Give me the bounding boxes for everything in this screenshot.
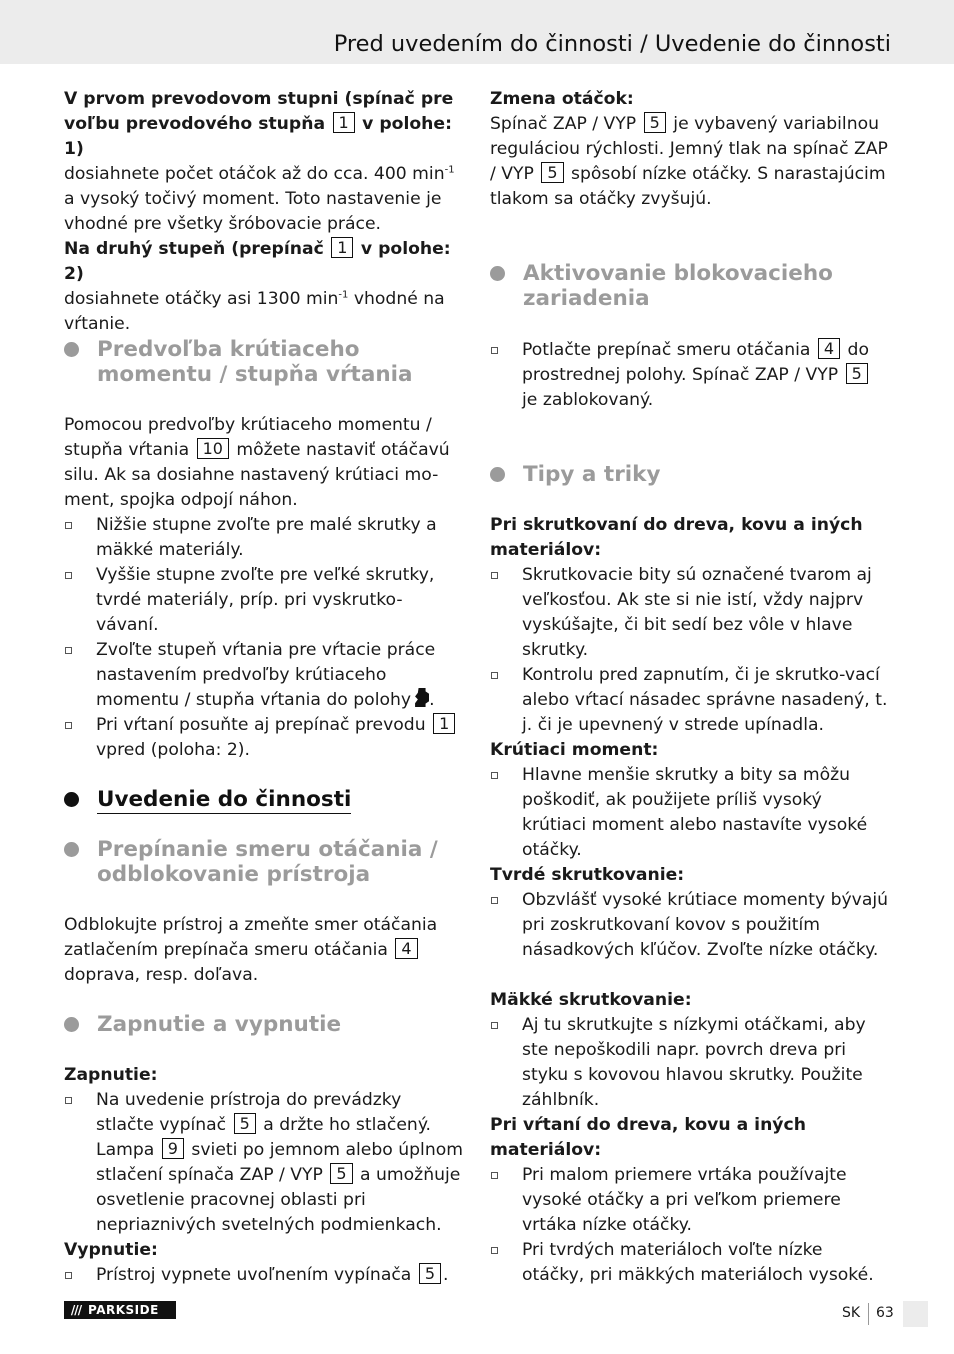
parkside-logo: [64, 1301, 176, 1319]
gear-switch-ref: 1: [433, 713, 455, 734]
first-gear-position: v polohe: 1): [64, 114, 452, 159]
direction-paragraph: Odblokujte prístroj a zmeňte smer otáčania zatlačením prepínača smeru otáčania 4 doprava, resp. doľava.: [64, 915, 438, 985]
list-item: Na uvedenie prístroja do prevádzky stlačte vypínač 5 a držte ho stlačený. Lampa 9 svieti po jemnom alebo úplnom stlačení spínača ZAP / VYP 5 a umožňuje osvetlenie pracovnej oblasti pri nepriaznivých svetelných podmienkach.: [64, 1088, 464, 1238]
footer-divider: [868, 1303, 869, 1325]
lock-list: [490, 338, 890, 413]
list-item: Skrutkovacie bity sú označené tvarom aj veľkosťou. Ak ste si nie istí, vždy najprv vyskúšajte, či bit sedí bez vôle v hlave skrutky.: [490, 563, 890, 663]
list-item: Zvoľte stupeň vŕtania pre vŕtacie práce nastavením predvoľby krútiaceho momentu / stupňa vŕtania do polohy .: [64, 638, 464, 713]
soft-screwing-list: [490, 1013, 890, 1113]
list-item: Pri tvrdých materiáloch voľte nízke otáčky, pri mäkkých materiáloch vysoké.: [490, 1238, 890, 1288]
square-bullet-icon: [65, 1097, 72, 1104]
second-gear-text: dosiahnete otáčky asi 1300 min: [64, 289, 339, 309]
page-number: 63: [876, 1305, 894, 1321]
bullet-dot-icon: [64, 342, 79, 357]
logo-brand-text: PARKSIDE: [88, 1303, 159, 1317]
on-off-switch-ref: 5: [234, 1113, 256, 1134]
first-gear-text: dosiahnete počet otáčok až do cca. 400 min: [64, 164, 445, 184]
heading-lock-activation: Aktivovanie blokovacieho zariadenia: [490, 261, 890, 311]
bullet-dot-icon: [64, 842, 79, 857]
first-gear-paragraph: [64, 87, 464, 237]
heading-tips: Tipy a triky: [490, 462, 890, 487]
tips-wood-metal-list: [490, 563, 890, 738]
direction-switch-ref: 4: [395, 938, 417, 959]
list-item: Pri vŕtaní posuňte aj prepínač prevodu 1 vpred (poloha: 2).: [64, 713, 464, 763]
tips-wood-metal-label: Pri skrutkovaní do dreva, kovu a iných materiálov:: [490, 515, 863, 560]
torque-paragraph: Pomocou predvoľby krútiaceho momentu / stupňa vŕtania 10 môžete nastaviť otáčavú silu. Ak sa dosiahne nastavený krútiaci mo-ment, spojka odpojí náhon.: [64, 415, 450, 510]
square-bullet-icon: [491, 772, 498, 779]
square-bullet-icon: [491, 897, 498, 904]
square-bullet-icon: [65, 522, 72, 529]
on-off-switch-ref: 5: [541, 162, 563, 183]
list-item: Hlavne menšie skrutky a bity sa môžu poškodiť, ak použijete príliš vysoký krútiaci moment alebo nastavíte vysoké otáčky.: [490, 763, 890, 863]
first-gear-text-2: a vysoký točivý moment. Toto nastavenie je vhodné pre všetky šróbovacie práce.: [64, 189, 442, 234]
drilling-tips-list: [490, 1163, 890, 1288]
torque-tips-label: Krútiaci moment:: [490, 740, 659, 760]
square-bullet-icon: [491, 1247, 498, 1254]
speed-change-paragraph: Spínač ZAP / VYP 5 je vybavený variabilnou reguláciou rýchlosti. Jemný tlak na spínač ZAP / VYP 5 spôsobí nízke otáčky. S narastajúcim tlakom sa otáčky zvyšujú.: [490, 113, 888, 209]
list-item: Potlačte prepínač smeru otáčania 4 do prostrednej polohy. Spínač ZAP / VYP 5 je zablokovaný.: [490, 338, 890, 413]
switch-off-label: Vypnutie:: [64, 1240, 158, 1260]
lamp-ref: 9: [162, 1138, 184, 1159]
list-item: Kontrolu pred zapnutím, či je skrutko-vací alebo vŕtací násadec správne nasadený, t. j. či je upevnený v strede upínadla.: [490, 663, 890, 738]
square-bullet-icon: [65, 722, 72, 729]
hard-screwing-list: [490, 888, 890, 963]
on-off-switch-ref: 5: [419, 1263, 441, 1284]
switch-on-list: [64, 1088, 464, 1238]
heading-start-operation: Uvedenie do činnosti: [64, 787, 464, 812]
list-item: Vyššie stupne zvoľte pre veľké skrutky, tvrdé materiály, príp. pri vyskrutko-vávaní.: [64, 563, 464, 638]
torque-ring-ref: 10: [197, 438, 229, 459]
hard-screwing-label: Tvrdé skrutkovanie:: [490, 865, 685, 885]
second-gear-text-2: vhodné na vŕtanie.: [64, 289, 445, 334]
heading-direction-switch: Prepínanie smeru otáčania / odblokovanie prístroja: [64, 837, 464, 887]
list-item: Pri malom priemere vrtáka používajte vysoké otáčky a pri veľkom priemere vrtáka nízke otáčky.: [490, 1163, 890, 1238]
unit-superscript: -1: [444, 164, 455, 176]
square-bullet-icon: [491, 1172, 498, 1179]
switch-off-list: [64, 1263, 464, 1288]
speed-change-label: Zmena otáčok:: [490, 89, 634, 109]
gear-switch-ref: 1: [333, 112, 355, 133]
list-item: Aj tu skrutkujte s nízkymi otáčkami, aby ste nepoškodili napr. povrch dreva pri styku s kovovou hlavou skrutky. Použite záhlbník.: [490, 1013, 890, 1113]
on-off-switch-ref: 5: [330, 1163, 352, 1184]
second-gear-position: v polohe: 2): [64, 239, 451, 284]
torque-list: [64, 513, 464, 763]
square-bullet-icon: [491, 347, 498, 354]
soft-screwing-label: Mäkké skrutkovanie:: [490, 990, 692, 1010]
switch-on-label: Zapnutie:: [64, 1065, 158, 1085]
square-bullet-icon: [65, 647, 72, 654]
list-item: Obzvlášť vysoké krútiace momenty bývajú pri zoskrutkovaní kovov s použitím násadkových kľúčov. Zvoľte nízke otáčky.: [490, 888, 890, 963]
language-code: SK: [842, 1305, 861, 1321]
bullet-dot-icon: [64, 792, 79, 807]
on-off-switch-ref: 5: [846, 363, 868, 384]
square-bullet-icon: [491, 572, 498, 579]
square-bullet-icon: [491, 672, 498, 679]
first-gear-lead: V prvom prevodovom stupni (spínač pre voľbu prevodového stupňa: [64, 89, 454, 134]
square-bullet-icon: [491, 1022, 498, 1029]
second-gear-lead: Na druhý stupeň (prepínač: [64, 239, 324, 259]
square-bullet-icon: [65, 1272, 72, 1279]
bullet-dot-icon: [490, 266, 505, 281]
bullet-dot-icon: [64, 1017, 79, 1032]
second-gear-paragraph: [64, 237, 464, 337]
torque-tips-list: [490, 763, 890, 863]
page-header: [0, 0, 954, 64]
direction-switch-ref: 4: [818, 338, 840, 359]
footer-page-tab: [903, 1301, 928, 1327]
unit-superscript: -1: [338, 289, 349, 301]
gear-switch-ref: 1: [331, 237, 353, 258]
page-title: Pred uvedením do činnosti / Uvedenie do činnosti: [333, 31, 891, 57]
on-off-switch-ref: 5: [644, 112, 666, 133]
list-item: Prístroj vypnete uvoľnením vypínača 5 .: [64, 1263, 464, 1288]
bullet-dot-icon: [490, 467, 505, 482]
drill-position-icon: [415, 688, 429, 707]
square-bullet-icon: [65, 572, 72, 579]
logo-stripes: ///: [70, 1303, 82, 1317]
heading-on-off: Zapnutie a vypnutie: [64, 1012, 464, 1037]
drilling-tips-label: Pri vŕtaní do dreva, kovu a iných materiálov:: [490, 1115, 806, 1160]
heading-torque-preselection: Predvoľba krútiaceho momentu / stupňa vŕtania: [64, 337, 464, 387]
list-item: Nižšie stupne zvoľte pre malé skrutky a mäkké materiály.: [64, 513, 464, 563]
